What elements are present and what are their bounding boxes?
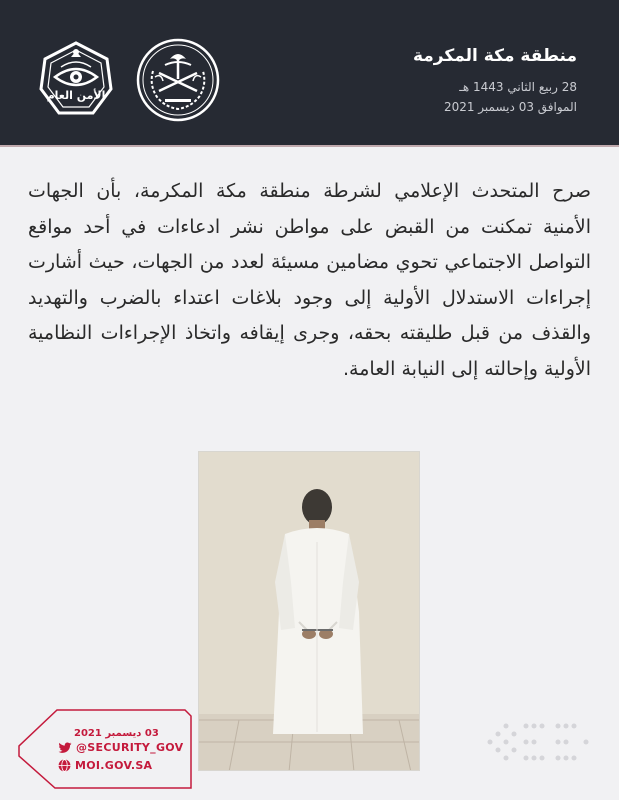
gregorian-date: الموافق 03 ديسمبر 2021: [443, 100, 577, 114]
header-bar: [0, 0, 619, 145]
header-divider: [0, 145, 619, 147]
website-link[interactable]: MOI.GOV.SA: [75, 759, 153, 772]
globe-icon: [58, 759, 71, 772]
twitter-row[interactable]: [58, 741, 183, 754]
ministry-emblem: [135, 37, 221, 123]
public-security-emblem: [33, 37, 119, 123]
website-row[interactable]: [58, 759, 152, 772]
footer-date: 03 ديسمبر 2021: [74, 728, 159, 739]
twitter-handle[interactable]: @SECURITY_GOV: [76, 741, 184, 754]
article-body: صرح المتحدث الإعلامي لشرطة منطقة مكة المكرمة، بأن الجهات الأمنية تمكنت من القبض على مواطن نشر ادعاءات في أحد مواقع التواصل الاجتماعي تحوي مضامين مسيئة لعدد من الجهات، حيث أشارت إجراءات الاستدلال الأولية إلى وجود بلاغات اعتداء بالضرب والتهديد والقذف من قبل طليقته بحقه، وجرى إيقافه واتخاذ الإجراءات النظامية الأولية وإحالته إلى النيابة العامة.: [28, 180, 591, 380]
public-security-logo-text: الأمن العام: [46, 89, 106, 102]
twitter-bird-icon: [58, 742, 72, 754]
decorative-dot-pattern: [482, 717, 594, 767]
detainee-photo: [198, 451, 420, 771]
region-title: منطقة مكة المكرمة: [412, 46, 577, 66]
hijri-date: 28 ربيع الثاني 1443 هـ: [459, 80, 577, 94]
